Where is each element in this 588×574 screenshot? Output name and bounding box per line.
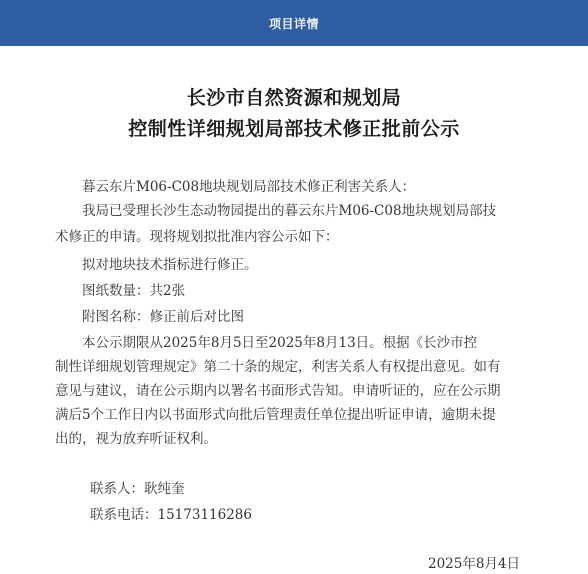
- para2-line3: 意见与建议，请在公示期内以署名书面形式告知。申请听证的，应在公示期: [55, 383, 501, 399]
- para2-line2: 制性详细规划管理规定》第二十条的规定，利害关系人有权提出意见。如有: [55, 359, 501, 375]
- document-title-line2: 控制性详细规划局部技术修正批前公示: [128, 118, 460, 140]
- para1-line2: 术修正的申请。现将规划拟批准内容公示如下：: [55, 229, 339, 245]
- item-3: 附图名称：修正前后对比图: [82, 309, 244, 325]
- para1-line1: 我局已受理长沙生态动物园提出的暮云东片M06-C08地块规划局部技: [82, 203, 497, 219]
- item-2: 图纸数量：共2张: [82, 283, 186, 299]
- addressee: 暮云东片M06-C08地块规划局部技术修正利害关系人：: [82, 179, 416, 195]
- header-title: 项目详情: [268, 16, 319, 31]
- para2-line4: 满后5个工作日内以书面形式向批后管理责任单位提出听证申请，逾期未提: [55, 407, 496, 423]
- top-bar: [0, 0, 588, 46]
- issue-date: 2025年8月4日: [428, 556, 521, 572]
- para2-line5: 出的，视为放弃听证权利。: [55, 431, 217, 447]
- contact-person: 联系人：耿纯奎: [90, 481, 185, 497]
- para2-line1: 本公示期限从2025年8月5日至2025年8月13日。根据《长沙市控: [82, 335, 478, 351]
- document-title-line1: 长沙市自然资源和规划局: [186, 87, 402, 109]
- item-1: 拟对地块技术指标进行修正。: [82, 257, 258, 273]
- contact-phone: 联系电话：15173116286: [90, 507, 252, 523]
